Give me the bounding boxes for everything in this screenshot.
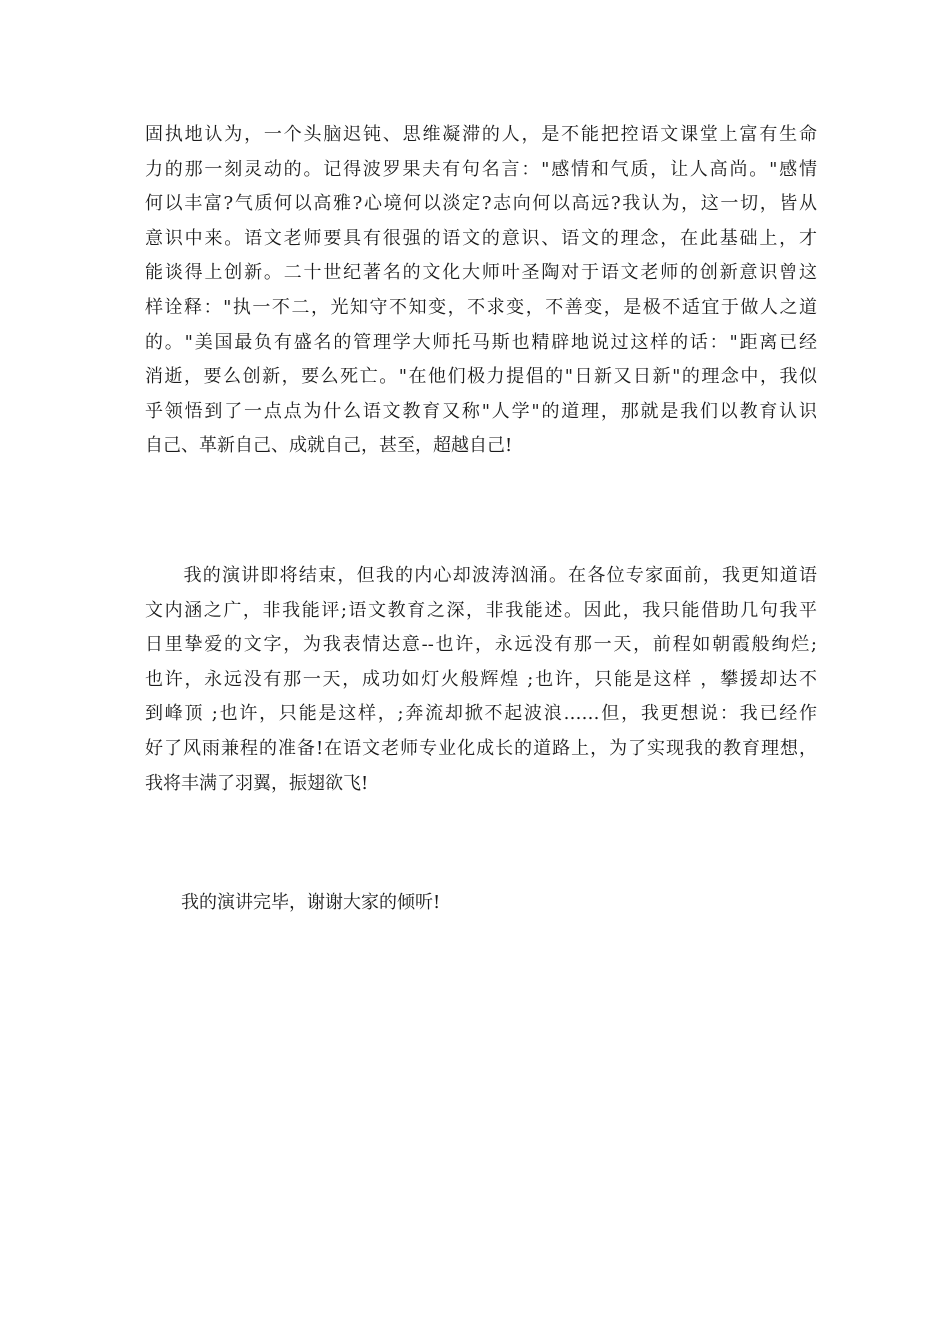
- paragraph-line: 的。"美国最负有盛名的管理学大师托马斯也精辟地说过这样的话："距离已经: [145, 331, 817, 353]
- paragraph-line: 我的演讲完毕，谢谢大家的倾听!: [145, 892, 441, 913]
- paragraph-line: 能谈得上创新。二十世纪著名的文化大师叶圣陶对于语文老师的创新意识曾这: [145, 262, 817, 284]
- paragraph-line: 我将丰满了羽翼，振翅欲飞!: [145, 772, 369, 794]
- paragraph-line: 我的演讲即将结束，但我的内心却波涛汹涌。在各位专家面前，我更知道语: [145, 565, 817, 586]
- paragraph-line: 乎领悟到了一点点为什么语文教育又称"人学"的道理，那就是我们以教育认识: [145, 400, 817, 422]
- paragraph-line: 何以丰富?气质何以高雅?心境何以淡定?志向何以高远?我认为，这一切，皆从: [145, 193, 817, 215]
- paragraph-line: 文内涵之广，非我能评;语文教育之深，非我能述。因此，我只能借助几句我平: [145, 599, 817, 621]
- paragraph-line: 力的那一刻灵动的。记得波罗果夫有句名言："感情和气质，让人高尚。"感情: [145, 158, 817, 180]
- paragraph-line: 样诠释："执一不二，光知守不知变，不求变，不善变，是极不适宜于做人之道: [145, 296, 817, 318]
- paragraph-line: 自己、革新自己、成就自己，甚至，超越自己!: [145, 435, 513, 457]
- paragraph-line: 消逝，要么创新，要么死亡。"在他们极力提倡的"日新又日新"的理念中，我似: [145, 366, 817, 388]
- paragraph-line: 意识中来。语文老师要具有很强的语文的意识、语文的理念，在此基础上，才: [145, 227, 817, 249]
- paragraph-thanks: [145, 886, 817, 921]
- paragraph-innovation-awareness: [145, 118, 817, 464]
- paragraph-line: 固执地认为，一个头脑迟钝、思维凝滞的人，是不能把控语文课堂上富有生命: [145, 124, 817, 145]
- paragraph-line: 好了风雨兼程的准备!在语文老师专业化成长的道路上，为了实现我的教育理想，: [145, 737, 817, 759]
- paragraph-line: 也许，永远没有那一天，成功如灯火般辉煌 ;也许，只能是这样 ，攀援却达不: [145, 668, 817, 690]
- paragraph-line: 到峰顶 ;也许，只能是这样，;奔流却掀不起波浪……但，我更想说：我已经作: [145, 703, 817, 725]
- paragraph-closing-remarks: [145, 559, 817, 801]
- paragraph-line: 日里挚爱的文字，为我表情达意--也许，永远没有那一天，前程如朝霞般绚烂;: [145, 634, 817, 656]
